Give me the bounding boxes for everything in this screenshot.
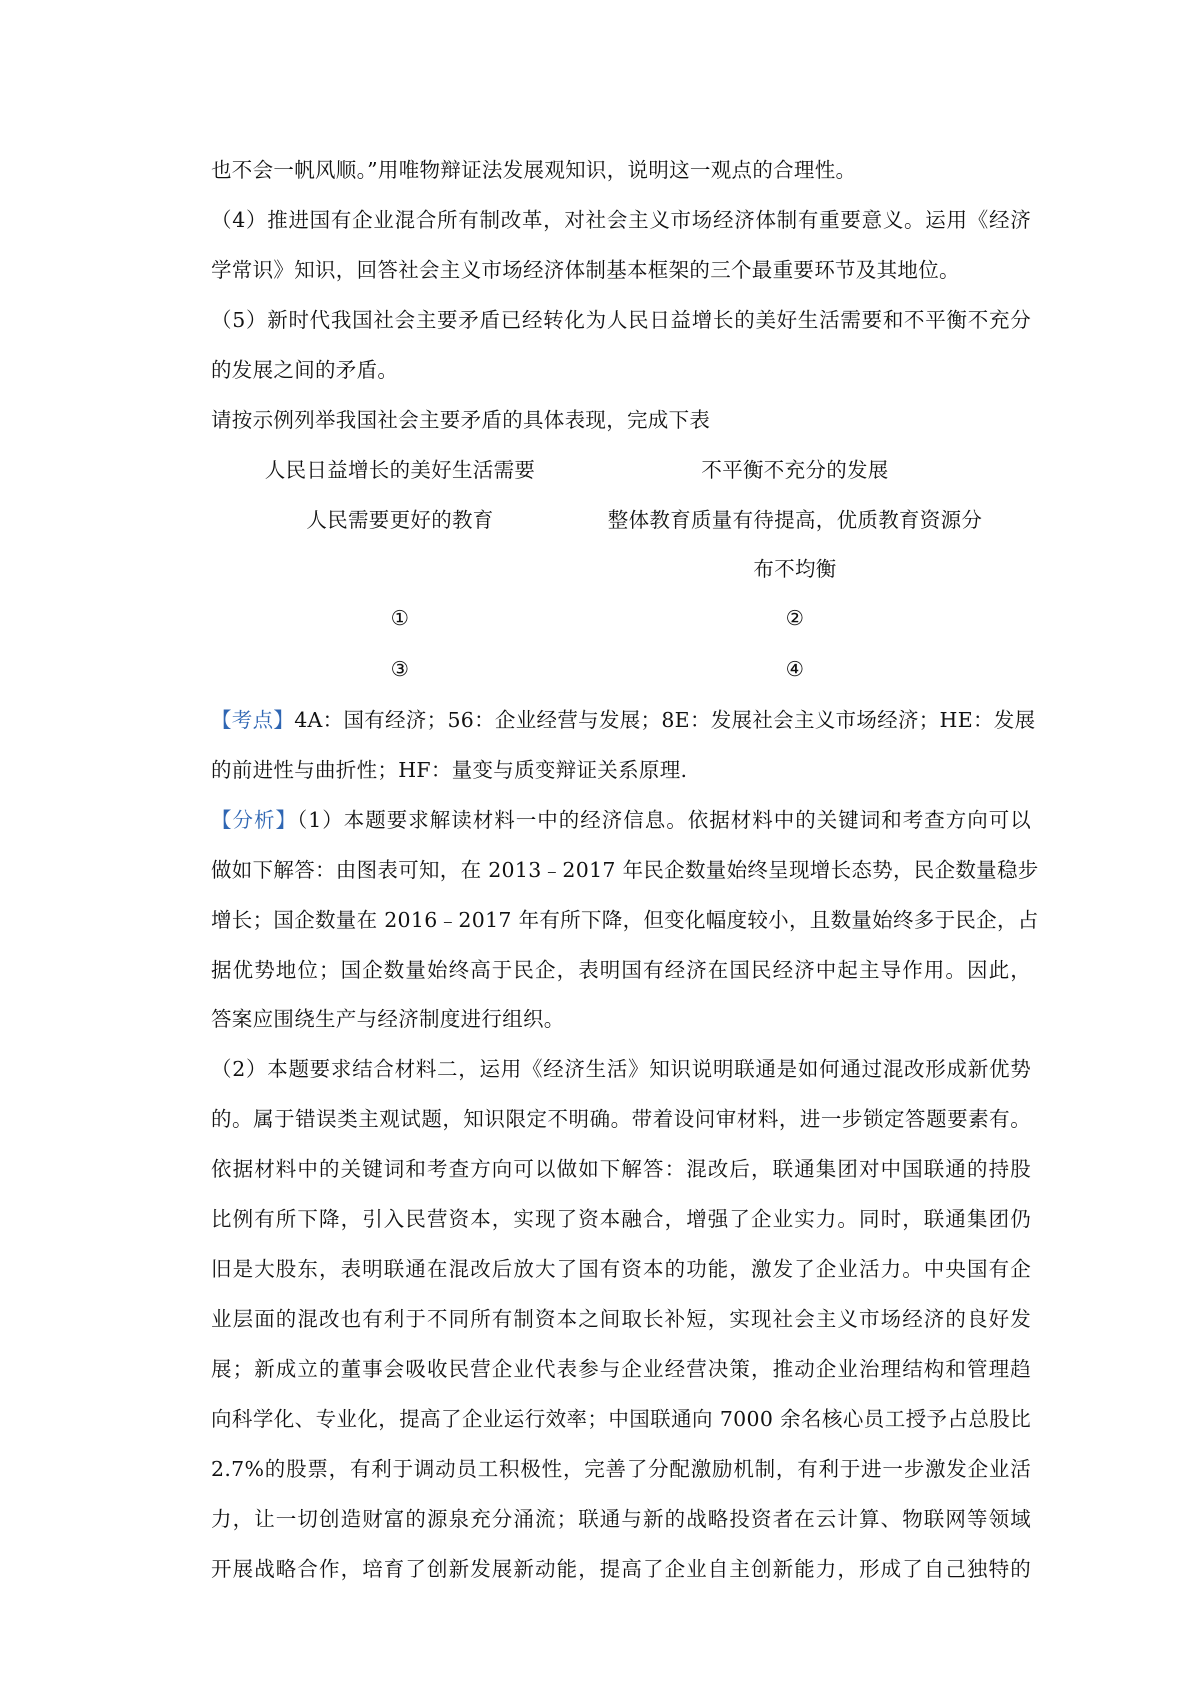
table-example-right: 整体教育质量有待提高，优质教育资源分	[607, 508, 983, 532]
table-header-right: 不平衡不充分的发展	[701, 458, 889, 482]
paragraph-line: 请按示例列举我国社会主要矛盾的具体表现，完成下表	[211, 408, 711, 432]
fenxi-line: 力，让一切创造财富的源泉充分涌流；联通与新的战略投资者在云计算、物联网等领域	[211, 1507, 1031, 1531]
fenxi-line: 比例有所下降，引入民营资本，实现了资本融合，增强了企业实力。同时，联通集团仍	[211, 1207, 1031, 1231]
fenxi-line: 业层面的混改也有利于不同所有制资本之间取长补短，实现社会主义市场经济的良好发	[211, 1307, 1031, 1331]
paragraph-line: 的发展之间的矛盾。	[211, 358, 399, 382]
table-blank-2: ②	[785, 606, 805, 630]
paragraph-line: （5）新时代我国社会主要矛盾已经转化为人民日益增长的美好生活需要和不平衡不充分	[211, 308, 1031, 332]
kaodian-text: 4A：国有经济；56：企业经营与发展；8E：发展社会主义市场经济；HE：发展	[294, 708, 1036, 732]
paragraph-line: 学常识》知识，回答社会主义市场经济体制基本框架的三个最重要环节及其地位。	[211, 258, 960, 282]
kaodian-line	[211, 706, 1036, 734]
table-blank-4: ④	[785, 657, 805, 681]
paragraph-line: 也不会一帆风顺。”用唯物辩证法发展观知识，说明这一观点的合理性。	[211, 158, 857, 182]
fenxi-line: 据优势地位；国企数量始终高于民企，表明国有经济在国民经济中起主导作用。因此，	[211, 958, 1031, 982]
table-example-right-cont: 布不均衡	[753, 557, 837, 581]
fenxi-line: 增长；国企数量在 2016﹣2017 年有所下降，但变化幅度较小，且数量始终多于民企，占	[211, 908, 1039, 932]
fenxi-line: 展；新成立的董事会吸收民营企业代表参与企业经营决策，推动企业治理结构和管理趋	[211, 1357, 1031, 1381]
table-blank-3: ③	[390, 657, 410, 681]
kaodian-tag: 【考点】	[211, 708, 295, 732]
paragraph-line: （4）推进国有企业混合所有制改革，对社会主义市场经济体制有重要意义。运用《经济	[211, 208, 1031, 232]
fenxi-line: 开展战略合作，培育了创新发展新动能，提高了企业自主创新能力，形成了自己独特的	[211, 1557, 1031, 1581]
table-blank-1: ①	[390, 606, 410, 630]
fenxi-line: （2）本题要求结合材料二，运用《经济生活》知识说明联通是如何通过混改形成新优势	[211, 1057, 1031, 1081]
fenxi-line: 旧是大股东，表明联通在混改后放大了国有资本的功能，激发了企业活力。中央国有企	[211, 1257, 1031, 1281]
fenxi-text: （1）本题要求解读材料一中的经济信息。依据材料中的关键词和考查方向可以	[297, 808, 1032, 832]
fenxi-tag: 【分析】	[211, 808, 297, 832]
fenxi-line: 做如下解答：由图表可知，在 2013﹣2017 年民企数量始终呈现增长态势，民企数量稳步	[211, 858, 1039, 882]
fenxi-line	[211, 806, 1031, 834]
table-example-left: 人民需要更好的教育	[306, 508, 494, 532]
fenxi-line: 依据材料中的关键词和考查方向可以做如下解答：混改后，联通集团对中国联通的持股	[211, 1157, 1031, 1181]
fenxi-line: 答案应围绕生产与经济制度进行组织。	[211, 1007, 565, 1031]
fenxi-line: 2.7%的股票，有利于调动员工积极性，完善了分配激励机制，有利于进一步激发企业活	[211, 1457, 1031, 1481]
fenxi-line: 的。属于错误类主观试题，知识限定不明确。带着设问审材料，进一步锁定答题要素有。	[211, 1107, 1031, 1131]
fenxi-line: 向科学化、专业化，提高了企业运行效率；中国联通向 7000 余名核心员工授予占总股比	[211, 1407, 1031, 1431]
table-header-left: 人民日益增长的美好生活需要	[264, 458, 536, 482]
kaodian-line: 的前进性与曲折性；HF：量变与质变辩证关系原理.	[211, 758, 688, 782]
